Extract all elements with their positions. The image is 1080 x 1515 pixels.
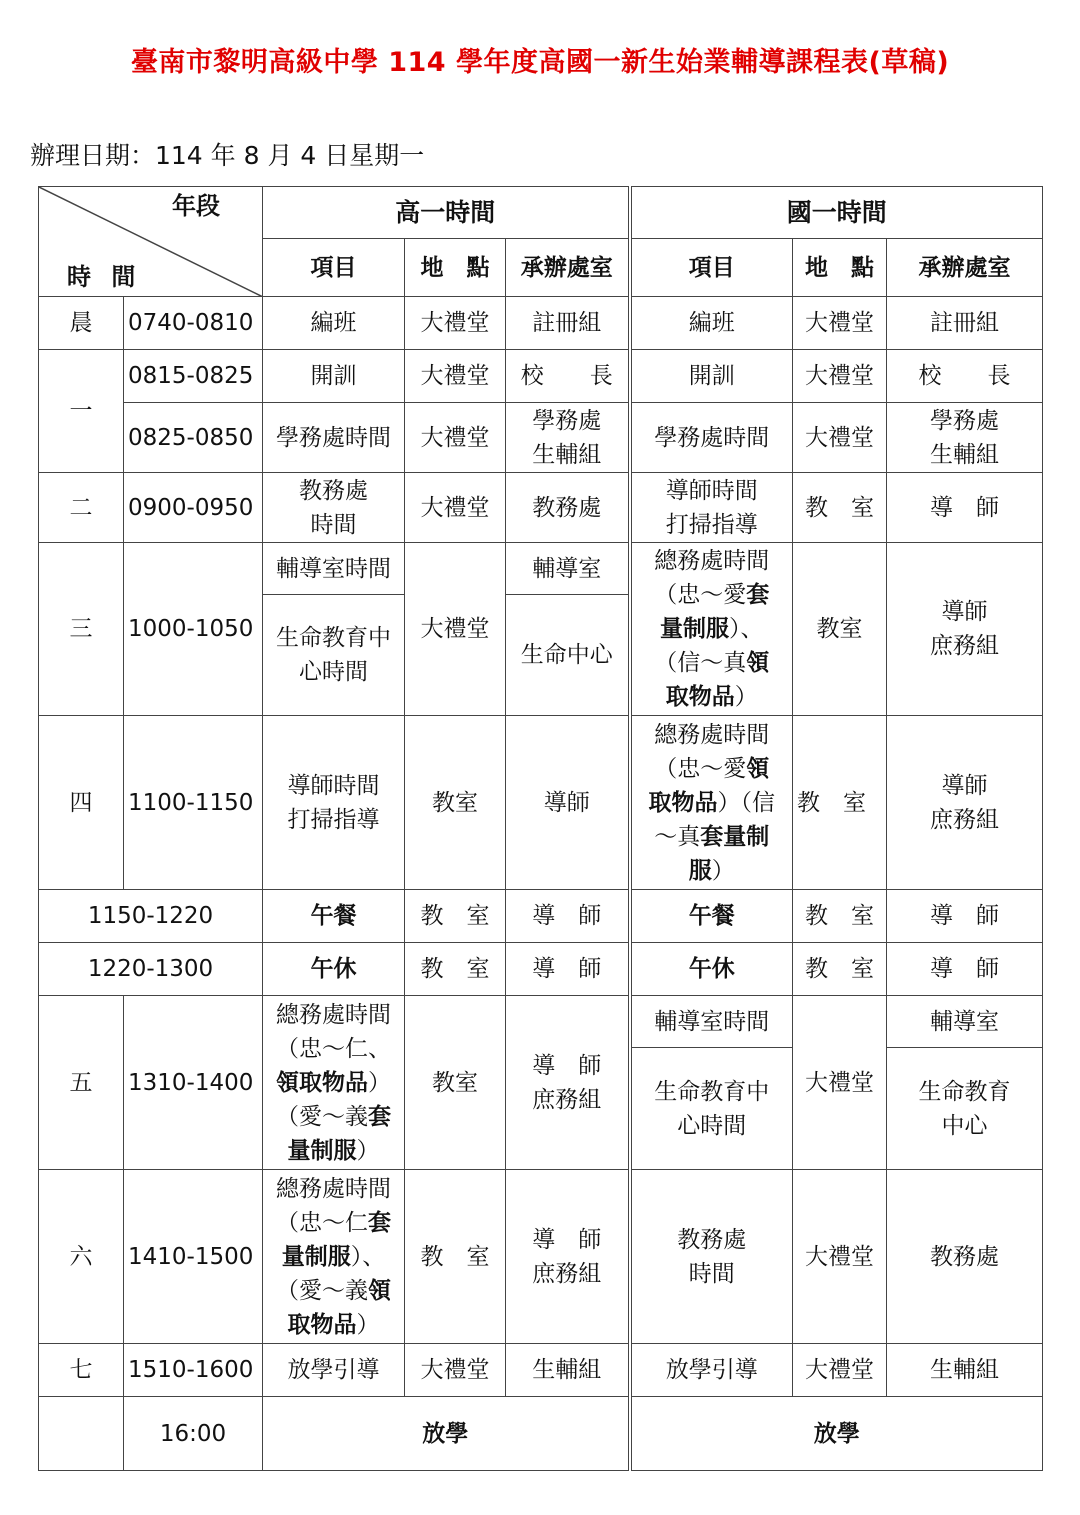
hs-place-header: 地 點 (405, 239, 506, 297)
hs-office-cell: 註冊組 (506, 297, 630, 350)
hs-office-line: 導 師 (532, 1052, 602, 1079)
jh-place-cell: 大禮堂 (793, 350, 887, 403)
jh-office-line: 導師 (941, 599, 988, 625)
hs-item-bold: 量制服 (287, 1137, 357, 1164)
hs-place-cell: 教 室 (405, 890, 506, 943)
period-cell: 晨 (39, 297, 124, 350)
table-row (39, 403, 1043, 473)
event-date: 辦理日期：114 年 8 月 4 日星期一 (30, 141, 425, 170)
hs-item-line: ） (356, 1137, 380, 1164)
jh-office-line: 生命教育 (918, 1078, 1011, 1105)
hs-item-bold: 領 (368, 1277, 391, 1304)
hs-place-cell: 大禮堂 (405, 473, 506, 543)
hs-place-cell: 大禮堂 (405, 350, 506, 403)
time-cell: 0825-0850 (124, 403, 263, 473)
hs-item-line: 總務處時間 (276, 1175, 391, 1202)
hs-item-cell (263, 473, 405, 543)
time-cell: 1100-1150 (124, 716, 263, 890)
jh-place-cell: 大禮堂 (793, 403, 887, 473)
jh-place-cell: 大禮堂 (793, 1170, 887, 1344)
hs-item-line: （愛～義 (276, 1277, 368, 1304)
jh-place-cell: 大禮堂 (793, 297, 887, 350)
jh-place-cell: 大禮堂 (793, 996, 887, 1170)
hs-item-line: （愛～義 (276, 1103, 368, 1130)
hs-office-cell: 校 長 (506, 350, 630, 403)
hs-place-cell: 大禮堂 (405, 297, 506, 350)
hs-item-line: 導師時間 (287, 772, 380, 799)
jh-item-bold: 取物品 (648, 789, 718, 816)
hs-item-line: 打掃指導 (287, 806, 380, 833)
jh-office-line: 生輔組 (930, 441, 999, 468)
hs-item-cell: 午休 (263, 943, 405, 996)
period-cell: 二 (39, 473, 124, 543)
jh-item-line: ） (711, 857, 735, 884)
jh-item-cell: 午休 (630, 943, 793, 996)
hs-office-cell (506, 1170, 630, 1344)
hs-item-bold: 取物品 (287, 1311, 357, 1338)
hs-item-bold: 量制服 (281, 1243, 351, 1270)
jh-item-line: （信～真 (654, 650, 747, 676)
hs-item-cell: 輔導室時間 (263, 543, 405, 595)
hs-item-cell: 編班 (263, 297, 405, 350)
hs-office-line: 生輔組 (532, 441, 602, 468)
page-title: 臺南市黎明高級中學 114 學年度高國一新生始業輔導課程表(草稿) (130, 47, 950, 78)
jh-item-line: 教務處 (677, 1226, 747, 1253)
jh-item-bold: 領 (746, 755, 770, 782)
time-cell: 1410-1500 (124, 1170, 263, 1344)
time-cell: 1220-1300 (39, 943, 263, 996)
time-cell: 1510-1600 (124, 1344, 263, 1397)
jh-dismissal-cell: 放學 (630, 1397, 1043, 1471)
hs-place-cell: 大禮堂 (405, 403, 506, 473)
header-row-1 (39, 187, 1043, 239)
jh-office-cell (887, 403, 1043, 473)
jh-office-cell: 輔導室 (887, 996, 1043, 1048)
jh-office-line: 庶務組 (930, 806, 999, 833)
jh-office-cell (887, 716, 1043, 890)
jh-office-line: 庶務組 (930, 633, 999, 659)
jh-place-header: 地 點 (793, 239, 887, 297)
time-cell: 0815-0825 (124, 350, 263, 403)
hs-item-cell: 午餐 (263, 890, 405, 943)
period-cell: 三 (39, 543, 124, 716)
jh-office-cell: 導 師 (887, 943, 1043, 996)
jh-item-line: 總務處時間 (654, 548, 770, 574)
jh-item-bold: 取物品 (665, 684, 735, 710)
jh-place-cell: 教室 (793, 543, 887, 716)
table-row (39, 1344, 1043, 1397)
hs-item-line: 總務處時間 (276, 1001, 391, 1028)
table-row (39, 473, 1043, 543)
jh-item-cell (630, 1170, 793, 1344)
jh-office-header: 承辦處室 (887, 239, 1043, 297)
time-cell: 1150-1220 (39, 890, 263, 943)
hs-item-bold: 領取物品 (276, 1069, 368, 1096)
jh-office-cell: 註冊組 (887, 297, 1043, 350)
jh-place-cell: 大禮堂 (793, 1344, 887, 1397)
period-cell: 一 (39, 350, 124, 473)
hs-item-line: ）、 (350, 1243, 386, 1270)
time-cell: 1310-1400 (124, 996, 263, 1170)
hs-item-line: ） (368, 1069, 391, 1096)
jh-item-header: 項目 (630, 239, 793, 297)
jh-place-cell: 教 室 (793, 473, 887, 543)
table-row (39, 890, 1043, 943)
jh-group-header: 國一時間 (630, 187, 1043, 239)
jh-item-line: 打掃指導 (665, 511, 758, 538)
hs-office-cell (506, 403, 630, 473)
time-cell: 0900-0950 (124, 473, 263, 543)
hs-office-line: 庶務組 (532, 1086, 602, 1113)
hs-item-line: （忠～仁、 (276, 1035, 391, 1062)
table-row (39, 350, 1043, 403)
hs-office-header: 承辦處室 (506, 239, 630, 297)
jh-office-line: 中心 (941, 1112, 988, 1139)
jh-office-cell (887, 543, 1043, 716)
hs-office-cell: 導 師 (506, 890, 630, 943)
hs-item-header: 項目 (263, 239, 405, 297)
jh-item-cell: 學務處時間 (630, 403, 793, 473)
hs-place-cell: 大禮堂 (405, 1344, 506, 1397)
hs-item-cell (263, 1170, 405, 1344)
jh-item-cell: 編班 (630, 297, 793, 350)
period-cell (39, 1397, 124, 1471)
jh-item-line: ）（信 (717, 789, 775, 816)
hs-office-cell: 輔導室 (506, 543, 630, 595)
hs-item-line: 時間 (310, 511, 357, 538)
diagonal-header-cell (39, 187, 263, 297)
jh-item-bold: 服 (688, 857, 712, 884)
time-cell: 16:00 (124, 1397, 263, 1471)
jh-item-line: 心時間 (677, 1112, 747, 1139)
table-row (39, 297, 1043, 350)
hs-place-cell: 大禮堂 (405, 543, 506, 716)
hs-office-cell: 導 師 (506, 943, 630, 996)
hs-item-cell (263, 595, 405, 716)
period-cell: 七 (39, 1344, 124, 1397)
hs-place-cell: 教 室 (405, 1170, 506, 1344)
hs-place-cell: 教室 (405, 716, 506, 890)
period-cell: 六 (39, 1170, 124, 1344)
jh-office-cell: 生輔組 (887, 1344, 1043, 1397)
hs-item-line: 生命教育中 (276, 625, 391, 651)
jh-item-line: 總務處時間 (654, 721, 770, 748)
hs-item-line: 教務處 (299, 477, 368, 504)
period-cell: 四 (39, 716, 124, 890)
hs-office-cell (506, 996, 630, 1170)
hs-office-cell: 導師 (506, 716, 630, 890)
time-label: 時 間 (67, 263, 142, 291)
jh-place-cell: 教 室 (793, 716, 887, 890)
hs-dismissal-cell: 放學 (263, 1397, 630, 1471)
jh-item-line: 導師時間 (665, 477, 758, 504)
table-row (39, 543, 1043, 595)
hs-item-cell: 學務處時間 (263, 403, 405, 473)
jh-office-cell: 導 師 (887, 890, 1043, 943)
jh-office-cell: 教務處 (887, 1170, 1043, 1344)
hs-group-header: 高一時間 (263, 187, 630, 239)
jh-item-line: 生命教育中 (654, 1078, 770, 1105)
jh-item-line: （忠～愛 (654, 755, 747, 782)
hs-office-line: 導 師 (532, 1226, 602, 1253)
jh-item-line: 時間 (688, 1260, 735, 1287)
table-row (39, 996, 1043, 1048)
jh-item-bold: 套 (746, 582, 770, 608)
table-row (39, 943, 1043, 996)
time-cell: 0740-0810 (124, 297, 263, 350)
jh-office-line: 導師 (941, 772, 988, 799)
hs-item-cell: 開訓 (263, 350, 405, 403)
hs-item-bold: 套 (368, 1209, 391, 1236)
table-row (39, 1397, 1043, 1471)
hs-item-cell (263, 996, 405, 1170)
hs-item-line: 心時間 (299, 659, 368, 685)
time-cell: 1000-1050 (124, 543, 263, 716)
hs-office-line: 學務處 (532, 407, 602, 434)
jh-item-cell: 午餐 (630, 890, 793, 943)
jh-item-cell (630, 1048, 793, 1170)
jh-item-line: ～真 (654, 823, 701, 850)
jh-item-line: ） (734, 684, 758, 710)
jh-item-cell (630, 716, 793, 890)
jh-place-cell: 教 室 (793, 890, 887, 943)
hs-item-cell (263, 716, 405, 890)
period-cell: 五 (39, 996, 124, 1170)
jh-place-cell: 教 室 (793, 943, 887, 996)
jh-item-bold: 領 (746, 650, 770, 676)
jh-item-line: （忠～愛 (654, 582, 747, 608)
hs-place-cell: 教 室 (405, 943, 506, 996)
schedule-table (38, 186, 1043, 1471)
hs-office-cell: 生命中心 (506, 595, 630, 716)
hs-office-cell: 教務處 (506, 473, 630, 543)
hs-office-line: 庶務組 (532, 1260, 602, 1287)
jh-item-cell (630, 473, 793, 543)
table-row (39, 1170, 1043, 1344)
hs-office-cell: 生輔組 (506, 1344, 630, 1397)
jh-item-cell: 開訓 (630, 350, 793, 403)
jh-office-cell: 導 師 (887, 473, 1043, 543)
hs-place-cell: 教室 (405, 996, 506, 1170)
hs-item-line: ） (356, 1311, 380, 1338)
grade-label: 年段 (172, 192, 220, 220)
jh-office-line: 學務處 (930, 407, 999, 434)
jh-item-bold: 套量制 (700, 823, 770, 850)
hs-item-bold: 套 (368, 1103, 391, 1130)
hs-item-cell: 放學引導 (263, 1344, 405, 1397)
jh-office-cell: 校 長 (887, 350, 1043, 403)
jh-item-cell: 輔導室時間 (630, 996, 793, 1048)
jh-item-bold: 量制服 (660, 616, 729, 642)
hs-item-line: （忠～仁 (276, 1209, 368, 1236)
jh-item-cell: 放學引導 (630, 1344, 793, 1397)
table-row (39, 716, 1043, 890)
jh-office-cell (887, 1048, 1043, 1170)
jh-item-cell (630, 543, 793, 716)
jh-item-line: ）、 (729, 616, 764, 642)
